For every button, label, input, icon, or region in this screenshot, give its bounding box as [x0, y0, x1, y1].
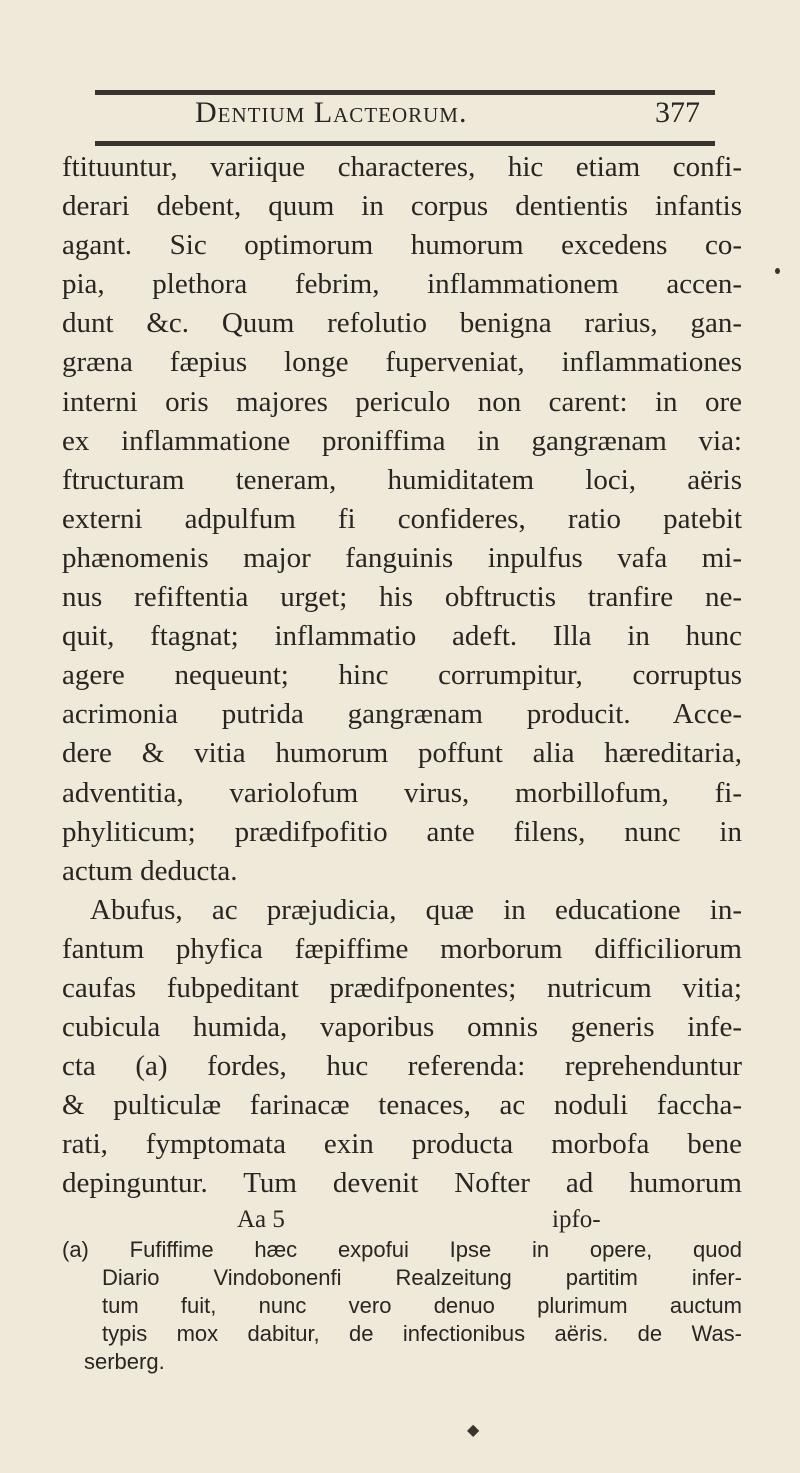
main-text — [62, 148, 742, 1376]
text-line: dunt &c. Quum refolutio benigna rarius, gan- — [62, 307, 742, 340]
text-line: ftituuntur, variique characteres, hic etiam confi- — [62, 151, 742, 183]
text-line: adventitia, variolofum virus, morbillofum, fi- — [62, 776, 742, 809]
footnote-line: tum fuit, nunc vero denuo plurimum auctum — [102, 1292, 742, 1318]
signature-row — [62, 1204, 742, 1236]
catchword: ipfo- — [552, 1205, 601, 1233]
running-head — [0, 96, 800, 140]
running-title: Dentium Lacteorum. — [195, 96, 468, 129]
text-line: agant. Sic optimorum humorum excedens co- — [62, 229, 742, 262]
footnote — [62, 1236, 742, 1376]
ornament-mark: ◆ — [467, 1420, 480, 1439]
text-line: ex inflammatione proniffima in gangrænam via: — [62, 424, 742, 457]
footnote-line: (a) Fufiffime hæc expofui Ipse in opere, quod — [62, 1236, 742, 1262]
footnote-line: serberg. — [84, 1348, 165, 1374]
text-line: rati, fymptomata exin producta morbofa bene — [62, 1128, 742, 1161]
text-line: derari debent, quum in corpus dentientis infantis — [62, 190, 742, 223]
text-line: depinguntur. Tum devenit Nofter ad humorum — [62, 1167, 742, 1200]
text-line: quit, ftagnat; inflammatio adeft. Illa in hunc — [62, 620, 742, 653]
signature-mark: Aa 5 — [237, 1205, 285, 1233]
text-line: & pulticulæ farinacæ tenaces, ac noduli faccha- — [62, 1089, 742, 1122]
header-rule-bottom — [95, 141, 715, 146]
text-line: actum deducta. — [62, 854, 238, 887]
text-line: acrimonia putrida gangrænam producit. Acce- — [62, 698, 742, 731]
text-line: phyliticum; prædifpofitio ante filens, nunc in — [62, 815, 742, 848]
paragraph-start: Abufus, ac præjudicia, quæ in educatione in- — [90, 893, 742, 926]
text-line: fantum phyfica fæpiffime morborum difficiliorum — [62, 932, 742, 965]
text-line: agere nequeunt; hinc corrumpitur, corruptus — [62, 659, 742, 692]
header-rule-top — [95, 90, 715, 95]
text-line: externi adpulfum fi confideres, ratio patebit — [62, 502, 742, 535]
text-line: cubicula humida, vaporibus omnis generis infe- — [62, 1011, 742, 1044]
margin-dot — [775, 268, 780, 274]
text-line: phænomenis major fanguinis inpulfus vafa mi- — [62, 541, 742, 574]
footnote-line: Diario Vindobonenfi Realzeitung partitim infer- — [102, 1264, 742, 1290]
text-line: caufas fubpeditant prædifponentes; nutricum vitia; — [62, 971, 742, 1004]
footnote-line: typis mox dabitur, de infectionibus aëris. de Was- — [102, 1320, 742, 1346]
text-line: græna fæpius longe fuperveniat, inflammationes — [62, 346, 742, 379]
text-line: interni oris majores periculo non carent: in ore — [62, 385, 742, 418]
text-line: ftructuram teneram, humiditatem loci, aëris — [62, 463, 742, 496]
text-line: cta (a) fordes, huc referenda: reprehenduntur — [62, 1050, 742, 1083]
page-number: 377 — [655, 96, 700, 129]
text-line: pia, plethora febrim, inflammationem accen- — [62, 268, 742, 301]
text-line: dere & vitia humorum poffunt alia hæreditaria, — [62, 737, 742, 770]
text-line: nus refiftentia urget; his obftructis tranfire ne- — [62, 581, 742, 614]
